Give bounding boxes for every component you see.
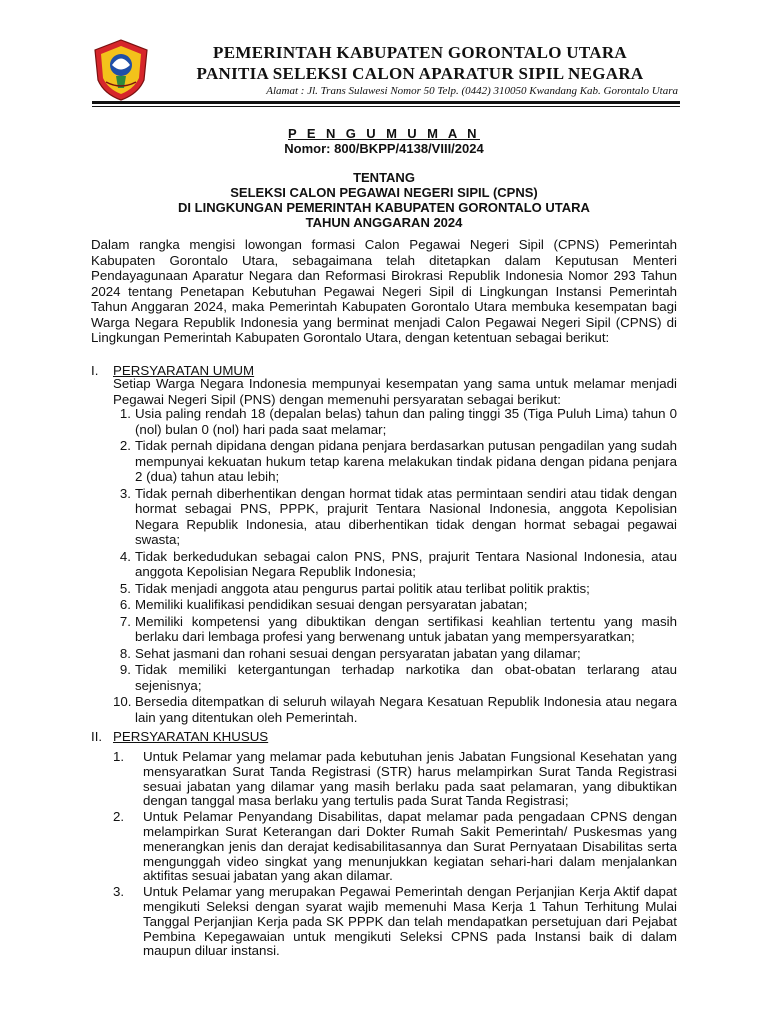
announcement-subject-line3: TAHUN ANGGARAN 2024 — [305, 215, 463, 230]
section-title: PERSYARATAN UMUM — [113, 363, 255, 378]
list-item: 6. Memiliki kualifikasi pendidikan sesuai dengan persyaratan jabatan; — [119, 597, 528, 612]
section-title: PERSYARATAN KHUSUS — [113, 729, 269, 744]
list-item: 1. Untuk Pelamar yang melamar pada kebutuhan jenis Jabatan Fungsional Kesehatan yang mensyaratkan Surat Tanda Registrasi (STR) harus melampirkan Surat Tanda Registrasi sesuai jabatan yang dilamar yang masih berlaku pada saat pelamaran, yang dibuktikan dengan tanggal masa berlaku yang tertulis pada Surat Tanda Registrasi; — [113, 749, 677, 809]
letterhead-divider-thin — [92, 106, 680, 107]
announcement-tentang: TENTANG — [353, 170, 415, 185]
list-item: 4. Tidak berkedudukan sebagai calon PNS, PNS, prajurit Tentara Nasional Indonesia, atau anggota Kepolisian Negara Republik Indonesia; — [119, 548, 677, 579]
list-item: 2. Untuk Pelamar Penyandang Disabilitas, dapat melamar pada pengadaan CPNS dengan melampirkan Surat Keterangan dari Dokter Rumah Sakit Pemerintah/ Puskesmas yang menerangkan jenis dan derajat kedisabilitasannya dan Surat Pernyataan Disabilitas serta mengunggah video singkat yang menunjukkan kegiatan sehari-hari dalam menjalankan aktifitas sesuai jabatan yang akan dilamar. — [113, 809, 677, 884]
letterhead-text — [160, 42, 680, 98]
list-item: 1. Usia paling rendah 18 (depalan belas) tahun dan paling tinggi 35 (Tiga Puluh Lima) tahun 0 (nol) bulan 0 (nol) hari pada saat melamar; — [119, 406, 677, 437]
gorontalo-utara-emblem-icon — [92, 38, 150, 102]
list-item: 8. Sehat jasmani dan rohani sesuai dengan persyaratan jabatan yang dilamar; — [119, 645, 581, 661]
announcement-subject-line2: DI LINGKUNGAN PEMERINTAH KABUPATEN GORONTALO UTARA — [178, 200, 590, 215]
announcement-number: Nomor: 800/BKPP/4138/VIII/2024 — [284, 141, 484, 156]
list-item: 10. Bersedia ditempatkan di seluruh wilayah Negara Kesatuan Republik Indonesia atau negara lain yang ditentukan oleh Pemerintah. — [113, 694, 677, 725]
letterhead-divider-thick — [92, 101, 680, 104]
list-item: 9. Tidak memiliki ketergantungan terhadap narkotika dan obat-obatan terlarang atau sejenisnya; — [119, 662, 677, 693]
section-intro: Setiap Warga Negara Indonesia mempunyai kesempatan yang sama untuk melamar menjadi Pegawai Negeri Sipil (PNS) dengan memenuhi persyaratan sebagai berikut: — [113, 376, 677, 407]
list-item: 2. Tidak pernah dipidana dengan pidana penjara berdasarkan putusan pengadilan yang sudah mempunyai kekuatan hukum tetap karena melakukan tindak pidana dengan pidana penjara 2 (dua) tahun atau lebih; — [119, 438, 677, 484]
section-number: II. — [91, 729, 103, 744]
letterhead-government: PEMERINTAH KABUPATEN GORONTALO UTARA — [213, 43, 627, 62]
list-item: 3. Untuk Pelamar yang merupakan Pegawai Pemerintah dengan Perjanjian Kerja Aktif dapat mengikuti Seleksi dengan syarat wajib memenuhi Masa Kerja 1 Tahun Terhitung Mulai Tanggal Perjanjian Kerja pada SK PPPK dan telah mendapatkan persetujuan dari Pejabat Pembina Kepegawaian untuk mengikuti Seleksi CPNS pada Instansi baik di dalam maupun diluar instansi. — [113, 884, 677, 959]
announcement-title-block — [0, 126, 768, 230]
general-requirements-list — [113, 406, 677, 726]
intro-paragraph: Dalam rangka mengisi lowongan formasi Calon Pegawai Negeri Sipil (CPNS) Pemerintah Kabupaten Gorontalo Utara, sebagaimana telah ditetapkan dalam Keputusan Menteri Pendayagunaan Aparatur Negara dan Reformasi Birokrasi Republik Indonesia Nomor 293 Tahun 2024 tentang Penetapan Kebutuhan Pegawai Negeri Sipil di Lingkungan Instansi Pemerintah Tahun Anggaran 2024, maka Pemerintah Kabupaten Gorontalo Utara membuka kesempatan bagi Warga Negara Republik Indonesia yang berminat menjadi Calon Pegawai Negeri Sipil (CPNS) di Lingkungan Pemerintah Kabupaten Gorontalo Utara, dengan ketentuan sebagai berikut: — [91, 237, 677, 345]
letterhead-address: Alamat : Jl. Trans Sulawesi Nomor 50 Telp. (0442) 310050 Kwandang Kab. Gorontalo Utara — [266, 85, 678, 97]
letterhead-committee: PANITIA SELEKSI CALON APARATUR SIPIL NEGARA — [196, 64, 644, 83]
list-item: 3. Tidak pernah diberhentikan dengan hormat tidak atas permintaan sendiri atau tidak dengan hormat sebagai PNS, PPPK, prajurit Tentara Nasional Indonesia, anggota Kepolisian Negara Republik Indonesia, atau diberhentikan tidak dengan hormat sebagai pegawai swasta; — [119, 485, 677, 547]
list-item: 5. Tidak menjadi anggota atau pengurus partai politik atau terlibat politik praktis; — [119, 580, 590, 596]
section-number: I. — [91, 363, 99, 378]
letterhead — [92, 34, 678, 104]
special-requirements-list — [113, 750, 677, 960]
announcement-heading: P E N G U M U M A N — [288, 126, 480, 141]
announcement-subject-line1: SELEKSI CALON PEGAWAI NEGERI SIPIL (CPNS) — [230, 185, 538, 200]
list-item: 7. Memiliki kompetensi yang dibuktikan dengan sertifikasi keahlian tertentu yang masih berlaku dari lembaga profesi yang berwenang untuk jabatan yang mempersyaratkan; — [119, 613, 677, 644]
